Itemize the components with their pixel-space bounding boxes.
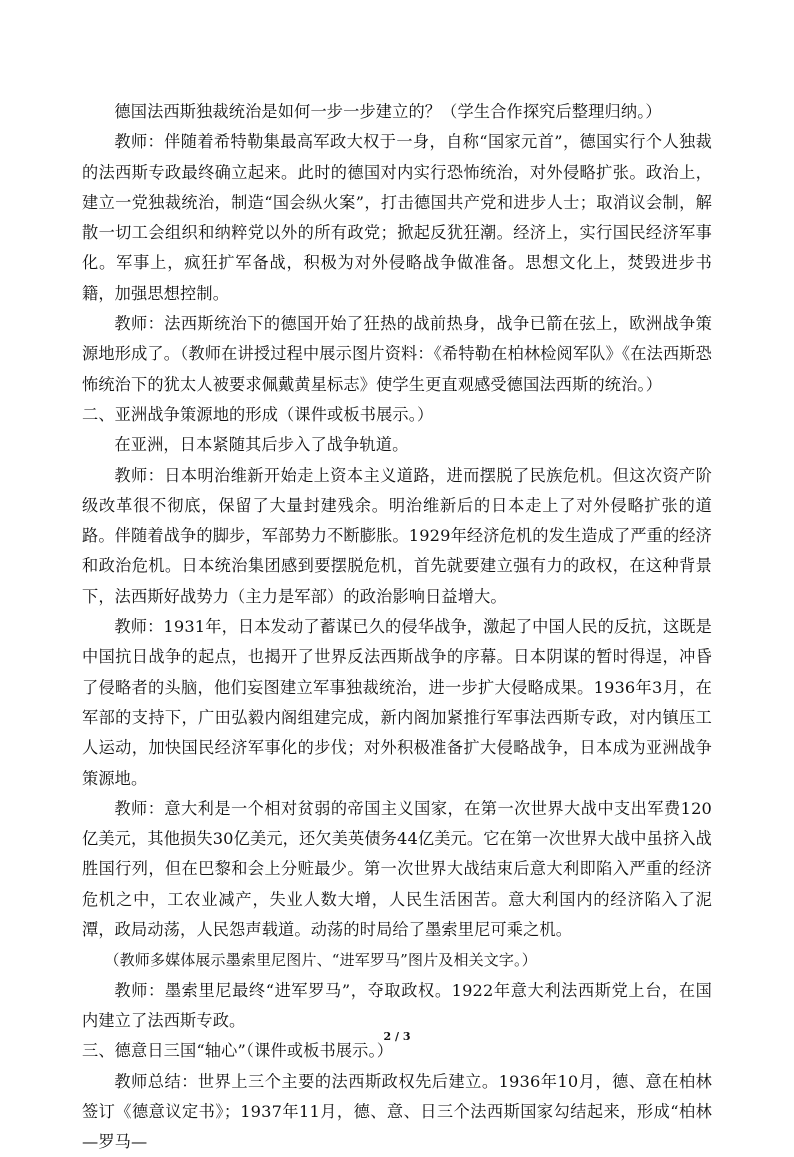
section-heading-asia: 二、亚洲战争策源地的形成（课件或板书展示。）	[82, 400, 712, 430]
teacher-paragraph-mussolini: 教师：墨索里尼最终“进军罗马”，夺取政权。1922年意大利法西斯党上台，在国内建立了法西斯专政。	[82, 976, 712, 1037]
teacher-summary-paragraph: 教师总结：世界上三个主要的法西斯政权先后建立。1936年10月，德、意在柏林签订《德意议定书》；1937年11月，德、意、日三个法西斯国家勾结起来，形成“柏林—罗马—	[82, 1067, 712, 1157]
document-body	[82, 97, 712, 1157]
asia-intro-paragraph: 在亚洲，日本紧随其后步入了战争轨道。	[82, 430, 712, 460]
teacher-paragraph-meiji: 教师：日本明治维新开始走上资本主义道路，进而摆脱了民族危机。但这次资产阶级改革很不彻底，保留了大量封建残余。明治维新后的日本走上了对外侵略扩张的道路。伴随着战争的脚步，军部势力不断膨胀。1929年经济危机的发生造成了严重的经济和政治危机。日本统治集团感到要摆脱危机，首先就要建立强有力的政权，在这种背景下，法西斯好战势力（主力是军部）的政治影响日益增大。	[82, 461, 712, 612]
page-number: 2 / 3	[0, 1030, 794, 1043]
teacher-paragraph-1931: 教师：1931年，日本发动了蓄谋已久的侵华战争，激起了中国人民的反抗，这既是中国抗日战争的起点，也揭开了世界反法西斯战争的序幕。日本阴谋的暂时得逞，冲昏了侵略者的头脑，他们妄图建立军事独裁统治，进一步扩大侵略成果。1936年3月，在军部的支持下，广田弘毅内阁组建完成，新内阁加紧推行军事法西斯专政，对内镇压工人运动，加快国民经济军事化的步伐；对外积极准备扩大侵略战争，日本成为亚洲战争策源地。	[82, 612, 712, 794]
teacher-paragraph-europe-war-source: 教师：法西斯统治下的德国开始了狂热的战前热身，战争已箭在弦上，欧洲战争策源地形成了。（教师在讲授过程中展示图片资料：《希特勒在柏林检阅军队》《在法西斯恐怖统治下的犹太人被要求佩戴黄星标志》使学生更直观感受德国法西斯的统治。）	[82, 309, 712, 400]
multimedia-note: （教师多媒体展示墨索里尼图片、“进军罗马”图片及相关文字。）	[82, 945, 712, 975]
teacher-paragraph-italy: 教师：意大利是一个相对贫弱的帝国主义国家，在第一次世界大战中支出军费120亿美元，其他损失30亿美元，还欠美英债务44亿美元。它在第一次世界大战中虽挤入战胜国行列，但在巴黎和会上分赃最少。第一次世界大战结束后意大利即陷入严重的经济危机之中，工农业减产，失业人数大增，人民生活困苦。意大利国内的经济陷入了泥潭，政局动荡，人民怨声载道。动荡的时局给了墨索里尼可乘之机。	[82, 794, 712, 945]
teacher-paragraph-germany-dictatorship: 教师：伴随着希特勒集最高军政大权于一身，自称“国家元首”，德国实行个人独裁的法西斯专政最终确立起来。此时的德国对内实行恐怖统治，对外侵略扩张。政治上，建立一党独裁统治，制造“国会纵火案”，打击德国共产党和进步人士；取消议会制，解散一切工会组织和纳粹党以外的所有政党；掀起反犹狂潮。经济上，实行国民经济军事化。军事上，疯狂扩军备战，积极为对外侵略战争做准备。思想文化上，焚毁进步书籍，加强思想控制。	[82, 127, 712, 309]
question-paragraph: 德国法西斯独裁统治是如何一步一步建立的？（学生合作探究后整理归纳。）	[82, 97, 712, 127]
section-heading-axis: 三、德意日三国“轴心”（课件或板书展示。）	[82, 1036, 712, 1066]
